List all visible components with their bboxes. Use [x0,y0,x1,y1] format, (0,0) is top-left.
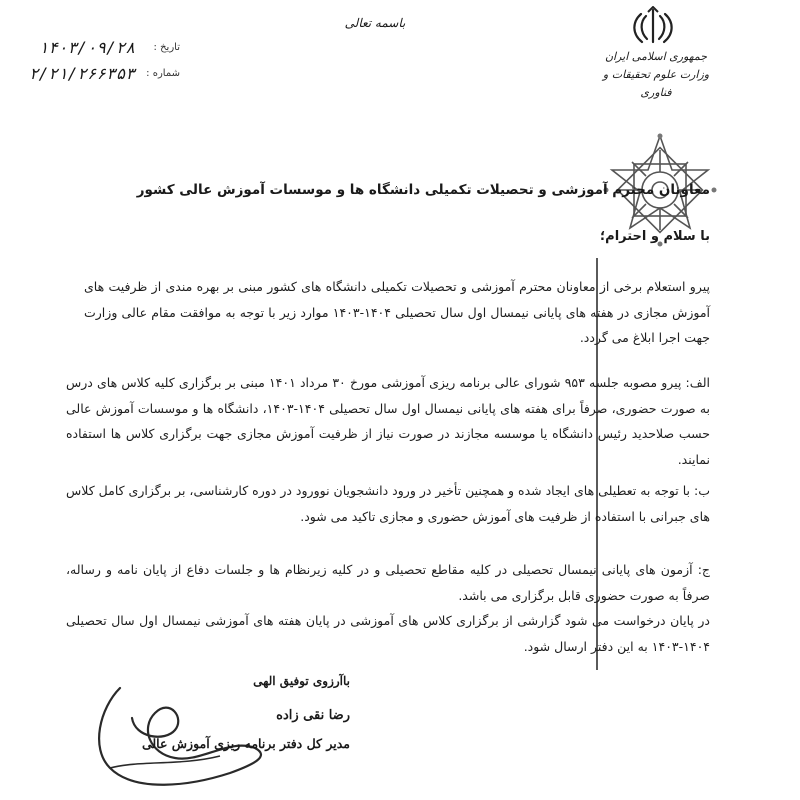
date-value: ۱۴۰۳/۰۹/۲۸ [38,38,135,57]
date-label: تاریخ : [153,42,180,53]
intro-paragraph: پیرو استعلام برخی از معاونان محترم آموزشی و تحصیلات تکمیلی دانشگاه های کشور مبنی بر بهره مندی از ظرفیت های آموزش مجازی در هفته های پایانی نیمسال اول سال تحصیلی ۱۴۰۴-۱۴۰۳ موارد زیر با توجه به موافقت مقام عالی وزارت جهت اجرا ابلاغ می گردد. [84,279,710,345]
signature-closing: باآرزوی توفیق الهی [253,674,350,688]
addressee: معاونان محترم آموزشی و تحصیلات تکمیلی دانشگاه ها و موسسات آموزش عالی کشور [136,182,710,198]
signatory-name: رضا نقی زاده [276,708,350,723]
org-line-2: وزارت علوم تحقیقات و فناوری [602,68,710,99]
org-line-1: جمهوری اسلامی ایران [604,50,708,63]
item-c-paragraph: ج: آزمون های پایانی نیمسال تحصیلی در کلیه مقاطع تحصیلی و در کلیه زیرنظام ها و جلسات دفاع از پایان نامه و رساله، صرفاً به صورت حضوری قابل برگزاری می باشد. [66,562,710,603]
number-label: شماره : [146,68,180,79]
closing-paragraph: در پایان درخواست می شود گزارشی از برگزاری کلاس های آموزشی در پایان هفته های آموزشی نیمسال اول سال تحصیلی ۱۴۰۴-۱۴۰۳ به این دفتر ارسال شود. [66,613,710,654]
greeting: با سلام و احترام؛ [599,229,710,244]
item-a-paragraph: الف: پیرو مصوبه جلسه ۹۵۳ شورای عالی برنامه ریزی آموزشی مورخ ۳۰ مرداد ۱۴۰۱ مبنی بر برگزاری کلیه کلاس های درس به صورت حضوری، صرفاً برای هفته های پایانی نیمسال اول سال تحصیلی ۱۴۰۴-۱۴۰۳، دانشگاه ها و موسسات آموزش عالی حسب صلاحدید رئیس دانشگاه یا موسسه مجازند در صورت نیاز از ظرفیت آموزش مجازی جهت برگزاری کلاس ها استفاده نمایند. [66,375,710,467]
organization-name [590,48,722,102]
number-value: ۲/۲۱/۲۶۶۳۵۳ [29,64,135,83]
signatory-title: مدیر کل دفتر برنامه ریزی آموزش عالی [141,736,350,751]
number-row [30,64,180,84]
item-b-paragraph: ب: با توجه به تعطیلی های ایجاد شده و همچنین تأخیر در ورود دانشجویان نوورود در دوره کارشناسی، بر برگزاری کامل کلاس های جبرانی با استفاده از ظرفیت های آموزش حضوری و مجازی تاکید می شود. [66,483,710,524]
date-row [30,38,180,58]
iran-emblem-icon [628,6,678,46]
letter-motto: باسمه تعالی [344,16,406,30]
